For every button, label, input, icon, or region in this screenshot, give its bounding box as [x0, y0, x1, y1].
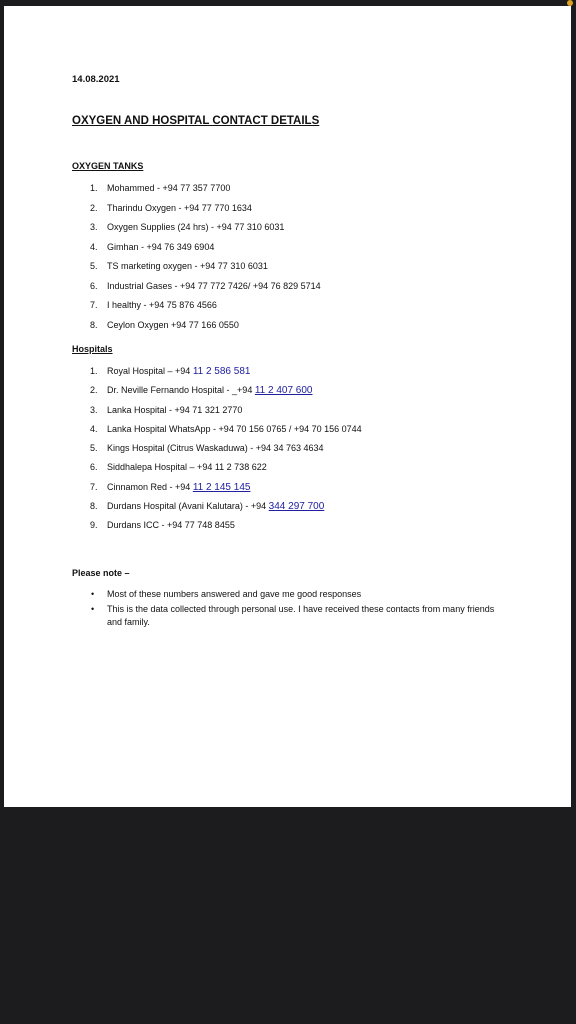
list-item: • This is the data collected through personal use. I have received these contacts from many friends and family.	[91, 604, 495, 627]
hospitals-heading: Hospitals	[72, 344, 113, 354]
bullet-icon: •	[91, 604, 95, 614]
bullet-icon: •	[91, 589, 95, 599]
phone-link[interactable]: 11 2 407 600	[254, 385, 313, 397]
document-page: 14.08.2021 OXYGEN AND HOSPITAL CONTACT DETAILS OXYGEN TANKS 1. Mohammed - +94 77 357 7700 2. Tharindu Oxygen - +94 77 770 1634 3. Oxygen Supplies (24 hrs) - +94 77 310 6031 4. Gimhan - +94 76 349 6904 5. TS marketing oxygen - +94 77 310 6031 6. Industrial Gases - +94 77 772 7426/ +94 76 829 5714 7. I healthy - +94 75 876 4566 8. Ceylon Oxygen +94 77 166 0550 Hospitals 1. Royal Hospital – +94 11 2 586 581 2. Dr. Neville Fernando Hospital - _+94 11 2 407 600 3. Lanka Hospital - +94 71 321 2770 4. Lanka Hospital WhatsApp - +94 70 156 0765 / +94 70 156 0744 5. Kings Hospital (Citrus Waskaduwa) - +94 34 763 4634 6. Siddhalepa Hospital – +94 11 2 738 622 7. Cinnamon Red - +94 11 2 145 145 8. Durdans Hospital (Avani Kalutara) - +94 344 297 700 9. Durdans ICC - +94 77 748 8455 Please note – • Most of these numbers answered and gave me good responses • This is the data collected through personal use. I have received these contacts from many friends and family.	[4, 6, 571, 807]
document-title: OXYGEN AND HOSPITAL CONTACT DETAILS	[72, 115, 320, 127]
document-date: 14.08.2021	[72, 74, 120, 85]
phone-number: 11 2 586 581	[192, 366, 251, 377]
note-heading: Please note –	[72, 568, 130, 578]
phone-link[interactable]: 344 297 700	[268, 501, 325, 513]
notes-list	[4, 588, 571, 631]
oxygen-heading: OXYGEN TANKS	[72, 161, 144, 171]
phone-link[interactable]: 11 2 145 145	[192, 481, 251, 493]
list-item: • Most of these numbers answered and gave me good responses	[91, 589, 362, 599]
